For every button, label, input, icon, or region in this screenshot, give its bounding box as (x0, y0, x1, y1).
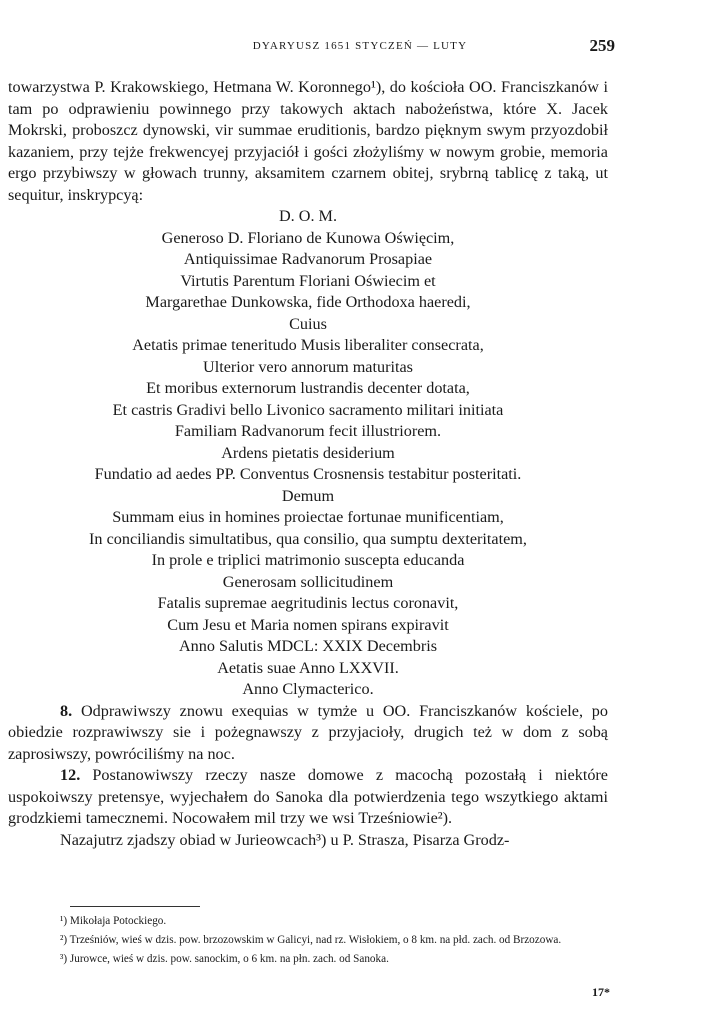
body-text (8, 77, 608, 851)
inscription-line: Aetatis suae Anno LXXVII. (217, 658, 399, 677)
inscription-line: Generosam sollicitudinem (222, 572, 394, 591)
footnotes (8, 912, 608, 969)
inscription-line: Virtutis Parentum Floriani Oświecim et (180, 271, 436, 290)
footnote-3: ³) Jurowce, wieś w dzis. pow. sanockim, o 6 km. na płn. zach. od Sanoka. (60, 953, 389, 965)
inscription-line: Fundatio ad aedes PP. Conventus Crosnensis testabitur posteritati. (94, 465, 522, 483)
inscription-line: Generoso D. Floriano de Kunowa Oświęcim, (161, 228, 455, 247)
inscription-line: In prole e triplici matrimonio suscepta educanda (151, 551, 465, 569)
inscription-line: Antiquissimae Radvanorum Prosapiae (183, 250, 433, 268)
running-title: DYARYUSZ 1651 STYCZEŃ — LUTY (252, 40, 468, 52)
inscription-block (8, 206, 608, 701)
entry-text: Postanowiwszy rzeczy nasze domowe z macochą pozostałą i niektóre uspokoiwszy pretensye, wyjechałem do Sanoka dla potwierdzenia tego wszytkiego aktami grodzkiemi tamecznemi. Nocowałem mil trzy we wsi Trześniowie²). (8, 766, 608, 827)
inscription-line: Et castris Gradivi bello Livonico sacramento militari initiata (112, 400, 504, 419)
inscription-line: Ulterior vero annorum maturitas (203, 357, 413, 376)
inscription-line: Demum (281, 486, 335, 505)
inscription-line: Familiam Radvanorum fecit illustriorem. (174, 422, 442, 440)
inscription-line: Fatalis supremae aegritudinis lectus coronavit, (157, 594, 459, 612)
footnote-divider (70, 906, 200, 907)
entry-8 (8, 701, 608, 766)
inscription-line: Ardens pietatis desiderium (221, 443, 395, 462)
footnote-2: ²) Trześniów, wieś w dzis. pow. brzozowskim w Galicyi, nad rz. Wisłokiem, o 8 km. na płd. zach. od Brzozowa. (60, 934, 562, 946)
inscription-line: Anno Clymacterico. (242, 680, 374, 698)
entry-text: Odprawiwszy znowu exequias w tymże u OO. Franciszkanów kościele, po obiedzie rozprawiwszy sie i pożegnawszy z przyjacioły, drugich też w dom z sobą zaprosiwszy, powróciliśmy na noc. (8, 701, 608, 763)
inscription-line: Et moribus externorum lustrandis decenter dotata, (146, 379, 470, 397)
inscription-line: Aetatis primae teneritudo Musis liberaliter consecrata, (132, 336, 484, 354)
footnote-1: ¹) Mikołaja Potockiego. (60, 915, 167, 927)
last-paragraph: Nazajutrz zjadszy obiad w Jurieowcach³) u P. Strasza, Pisarza Grodz- (60, 830, 510, 849)
page-header (0, 36, 720, 58)
signature-mark: 17* (592, 985, 610, 999)
inscription-line: Cuius (289, 314, 327, 333)
entry-number: 12. (60, 766, 81, 784)
page-number: 259 (589, 36, 615, 55)
inscription-line: Cum Jesu et Maria nomen spirans expiravit (167, 615, 449, 634)
entry-12 (8, 765, 608, 830)
inscription-line: In conciliandis simultatibus, qua consilio, qua sumptu dexteritatem, (89, 529, 527, 548)
inscription-line: Margarethae Dunkowska, fide Orthodoxa haeredi, (145, 293, 471, 311)
intro-paragraph: towarzystwa P. Krakowskiego, Hetmana W. Koronnego¹), do kościoła OO. Franciszkanów i tam po odprawieniu powinnego przy takowych aktach nabożeństwa, które X. Jacek Mokrski, proboszcz dynowski, vir summae eruditionis, bardzo pięknym swym przyozdobił kazaniem, przy tejże frekwencyej przyjaciół i gości złożyliśmy w nowym grobie, memoria ergo przybiwszy w głowach trunny, aksamitem czarnem obitej, srybrną tablicę z taką, ut sequitur, inskrypcyą: (8, 78, 608, 204)
entry-number: 8. (60, 701, 73, 720)
inscription-line: Anno Salutis MDCL: XXIX Decembris (178, 637, 438, 655)
inscription-line: D. O. M. (278, 207, 337, 225)
inscription-line: Summam eius in homines proiectae fortunae munificentiam, (112, 508, 504, 526)
